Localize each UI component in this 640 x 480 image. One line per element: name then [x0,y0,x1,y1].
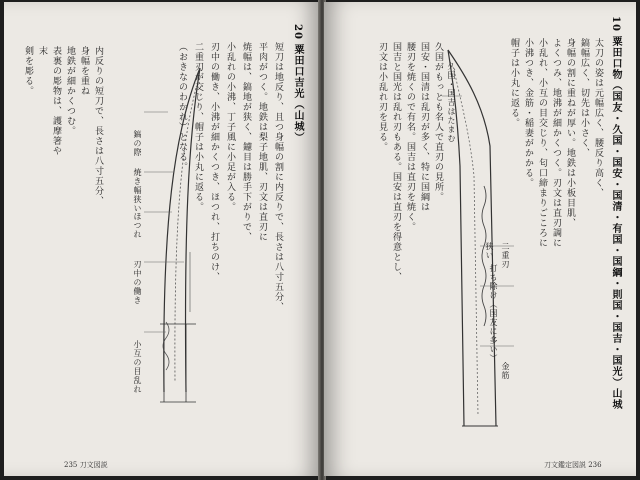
left-body-line: 平肉がつく。地鉄は梨子地肌、刃文は直刃に [257,42,267,242]
left-margin-line: 末 [37,46,47,56]
left-body-line: 短刀は地反り、且つ身幅の割に内反りで、長さは八寸五分、 [273,42,283,312]
right-body-line: 身幅の割に重ねが厚い。地鉄は小板目肌、 [565,38,575,228]
left-margin-line: 剣を彫る。 [23,46,33,96]
right-body-line: 太刀の姿は元幅広く、腰反り高く、 [593,38,603,198]
diagram-label: 二重刃 [501,242,510,269]
right-body-line: 小乱れ、小互の目交じり、匂口締まりごころに [537,38,547,248]
page-folio: 235 刀文図説 [64,461,108,469]
diagram-label: 鎬の際 [133,130,142,157]
right-body-line: 国安・国清は乱刃が多く、特に国綱は [419,42,429,212]
tanto-diagram [104,62,224,442]
left-body-line: 二重刃が交じり、帽子は小丸に返る。 [193,42,203,212]
left-page [4,2,320,476]
left-page-heading: 20 粟田口吉光（山城） [292,24,303,144]
right-page-heading: 10 粟田口物（国友・久国・国安・国清・有国・国綱・則国・国吉・国光）山城 [610,16,621,411]
diagram-label: 焼き幅狭い [133,168,142,213]
left-margin-line: 表裏の彫物は、護摩箸や [51,46,61,156]
diagram-label: 金筋 [501,362,510,380]
page-folio: 刀文鑑定図説 236 [544,461,602,469]
right-body-line: 久国がもっとも名人で直刃の見所。 [433,42,443,202]
diagram-label: 久国・国吉はたまむ [447,62,456,143]
left-margin-line: 地鉄が細かくつむ。 [65,46,75,136]
diagram-label: ほつれ [133,212,142,239]
right-page [324,2,636,476]
diagram-label: 狭い [485,242,494,260]
right-body-line: 国吉と国光は乱れ刃もある。国安は直刃を得意とし、 [391,42,401,282]
left-body-line: 焼幅は、鎬地が狭く、鑢目は勝手下がりで、 [241,42,251,242]
left-body-line: （おきなのわかれ）となる。 [177,42,187,172]
right-body-line: 小沸つき、金筋・稲妻がかかる。 [523,38,533,188]
left-body-line: 刃中の働き、小沸が細かくつき、ほつれ、打ちのけ、 [209,42,219,282]
right-body-line: よくつみ、地沸が細かくつく。刃文は直刃調に [551,38,561,248]
diagram-label: 小互の目乱れ [133,340,142,394]
right-body-line: 鎬幅広く、切先は小さく、 [579,38,589,158]
left-margin-line: 内反りの短刀で、長さは八寸五分、 [93,46,103,206]
right-body-line: 刃文は小乱れ刃を見る。 [377,42,387,152]
right-body-line: 腰刃を焼くので有名。国吉は直刃を焼く。 [405,42,415,232]
diagram-label: 刃中の働き [133,260,142,305]
left-body-line: 小乱れの小沸、丁子風に小足が入る。 [225,42,235,212]
right-body-line: 帽子は小丸に返る。 [509,38,519,128]
diagram-label: 打ち除け（国友に多い） [489,264,498,363]
left-margin-line: 身幅を重ね [79,46,89,96]
